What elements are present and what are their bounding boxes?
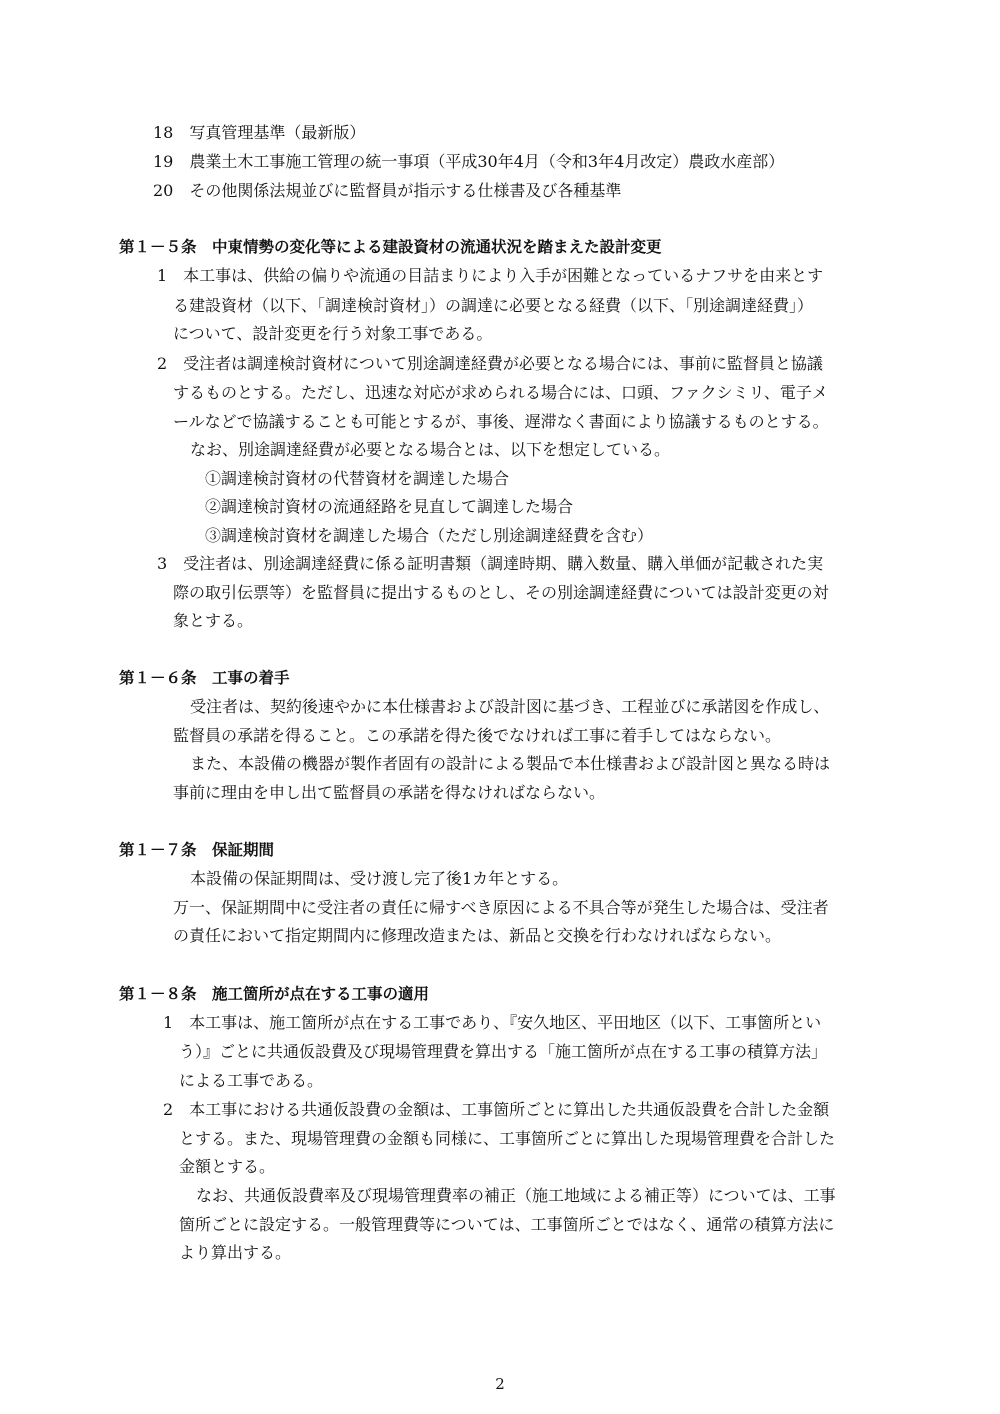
- article-1-8-line: とする。また、現場管理費の金額も同様に、工事箇所ごとに算出した現場管理費を合計した: [179, 1129, 836, 1148]
- article-1-8-line: より算出する。: [179, 1243, 292, 1262]
- article-1-5-case: ②調達検討資材の流通経路を見直して調達した場合: [205, 497, 574, 516]
- article-1-6-line: また、本設備の機器が製作者固有の設計による製品で本仕様書および設計図と異なる時は: [190, 754, 831, 773]
- article-1-6-line: 監督員の承諾を得ること。この承諾を得た後でなければ工事に着手してはならない。: [173, 726, 782, 745]
- article-1-5-line: 際の取引伝票等）を監督員に提出するものとし、その別途調達経費については設計変更の対: [173, 583, 829, 602]
- article-1-7-line: 本設備の保証期間は、受け渡し完了後1カ年とする。: [190, 869, 569, 888]
- article-1-7-heading: 第１－７条 保証期間: [119, 841, 275, 859]
- article-1-8-line: 1 本工事は、施工箇所が点在する工事であり、『安久地区、平田地区（以下、工事箇所とい: [163, 1013, 822, 1032]
- article-1-5-line: ールなどで協議することも可能とするが、事後、遅滞なく書面により協議するものとする。: [173, 412, 829, 431]
- article-1-5-line: 1 本工事は、供給の偏りや流通の目詰まりにより入手が困難となっているナフサを由来とす: [157, 266, 824, 285]
- article-1-8-line: う）』ごとに共通仮設費及び現場管理費を算出する「施工箇所が点在する工事の積算方法」: [179, 1042, 828, 1061]
- article-1-5-line: 3 受注者は、別途調達経費に係る証明書類（調達時期、購入数量、購入単価が記載された実: [157, 554, 824, 573]
- article-1-6-heading: 第１－６条 工事の着手: [119, 669, 290, 687]
- article-1-5-line: る建設資材（以下、「調達検討資材」）の調達に必要となる経費（以下、「別途調達経費」）: [173, 296, 814, 315]
- article-1-6-line: 事前に理由を申し出て監督員の承諾を得なければならない。: [173, 783, 606, 802]
- article-1-8-line: 2 本工事における共通仮設費の金額は、工事箇所ごとに算出した共通仮設費を合計した金額: [163, 1100, 830, 1119]
- article-1-5-line: するものとする。ただし、迅速な対応が求められる場合には、口頭、ファクシミリ、電子メ: [173, 383, 828, 402]
- standards-item-20: 20 その他関係法規並びに監督員が指示する仕様書及び各種基準: [153, 181, 622, 200]
- page-number: 2: [495, 1375, 505, 1393]
- article-1-7-line: 万一、保証期間中に受注者の責任に帰すべき原因による不具合等が発生した場合は、受注者: [173, 898, 829, 917]
- article-1-5-line: 2 受注者は調達検討資材について別途調達経費が必要となる場合には、事前に監督員と協議: [157, 354, 823, 373]
- article-1-8-line: 金額とする。: [179, 1157, 276, 1176]
- standards-item-18: 18 写真管理基準（最新版）: [153, 123, 366, 142]
- article-1-5-line: なお、別途調達経費が必要となる場合とは、以下を想定している。: [190, 440, 671, 459]
- article-1-8-heading: 第１－８条 施工箇所が点在する工事の適用: [119, 985, 430, 1003]
- article-1-8-line: による工事である。: [179, 1071, 324, 1090]
- article-1-5-heading: 第１－５条 中東情勢の変化等による建設資材の流通状況を踏まえた設計変更: [119, 238, 662, 256]
- standards-item-19: 19 農業土木工事施工管理の統一事項（平成30年4月（令和3年4月改定）農政水産部）: [153, 152, 785, 171]
- article-1-6-line: 受注者は、契約後速やかに本仕様書および設計図に基づき、工程並びに承諾図を作成し、: [190, 697, 830, 716]
- article-1-8-line: なお、共通仮設費率及び現場管理費率の補正（施工地域による補正等）については、工事: [196, 1186, 836, 1205]
- article-1-5-line: 象とする。: [173, 611, 254, 630]
- article-1-7-line: の責任において指定期間内に修理改造または、新品と交換を行わなければならない。: [173, 926, 782, 945]
- article-1-8-line: 箇所ごとに設定する。一般管理費等については、工事箇所ごとではなく、通常の積算方法に: [179, 1215, 835, 1234]
- article-1-5-case: ①調達検討資材の代替資材を調達した場合: [205, 469, 510, 488]
- article-1-5-line: について、設計変更を行う対象工事である。: [173, 324, 493, 343]
- article-1-5-case: ③調達検討資材を調達した場合（ただし別途調達経費を含む）: [205, 526, 654, 545]
